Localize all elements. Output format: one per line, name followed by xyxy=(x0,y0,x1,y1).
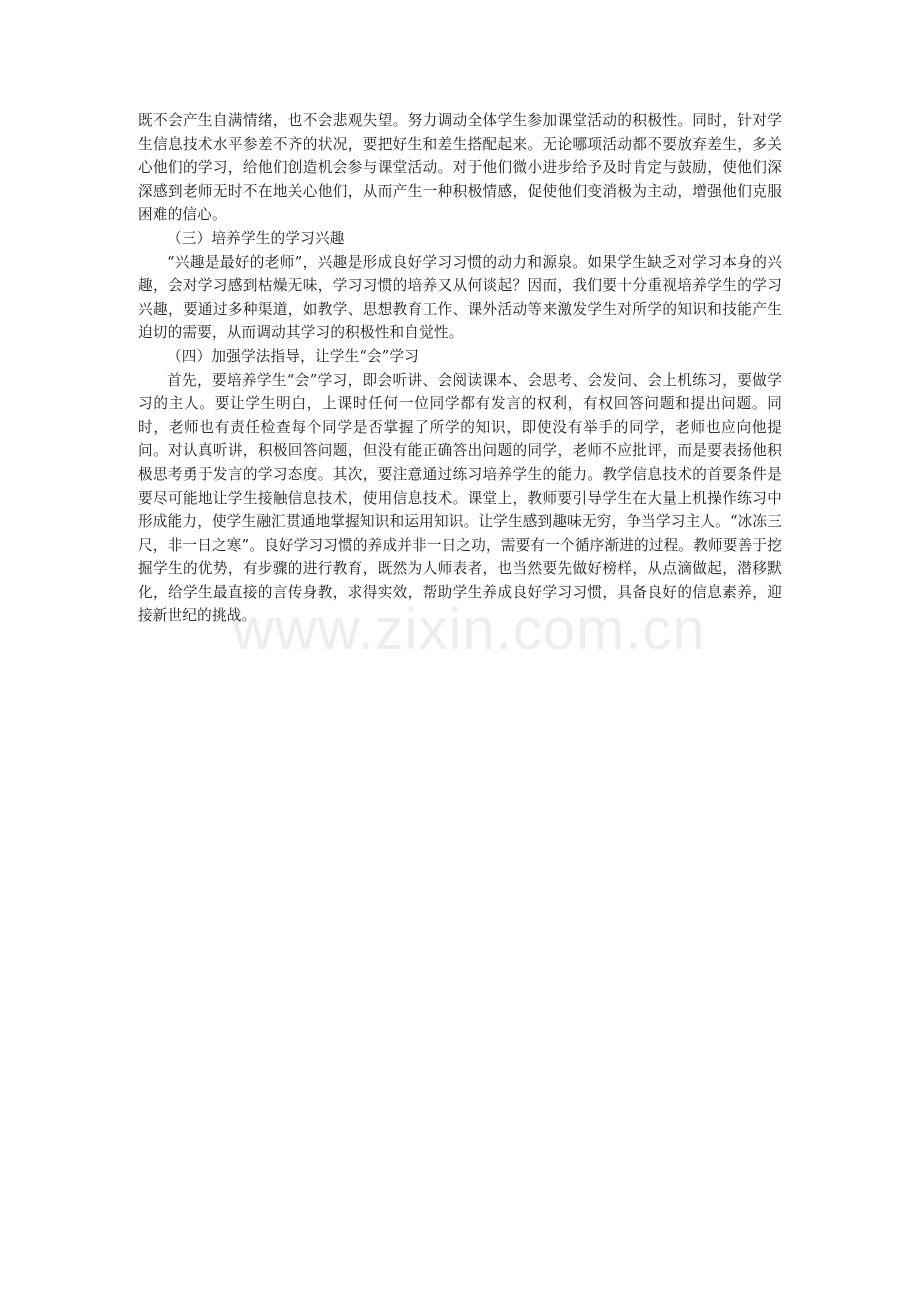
section-heading-3: （三）培养学生的学习兴趣 xyxy=(167,229,345,247)
section-heading-4: （四）加强学法指导，让学生“会”学习 xyxy=(167,347,420,365)
watermark: www.zixin.com.cn xyxy=(232,597,706,662)
paragraph-continued: 既不会产生自满情绪，也不会悲观失望。努力调动全体学生参加课堂活动的积极性。同时，针对学生信息技术水平参差不齐的状况，要把好生和差生搭配起来。无论哪项活动都不要放弃差生，多关心他们的学习，给他们创造机会参与课堂活动。对于他们微小进步给予及时肯定与鼓励，使他们深深感到老师无时不在地关心他们，从而产生一种积极情感，促使他们变消极为主动，增强他们克服困难的信心。 xyxy=(138,112,782,224)
document-body xyxy=(138,109,782,628)
paragraph-study-method: 首先，要培养学生“会”学习，即会听讲、会阅读课本、会思考、会发问、会上机练习，要做学习的主人。要让学生明白，上课时任何一位同学都有发言的权利，有权回答问题和提出问题。同时，老师也有责任检查每个同学是否掌握了所学的知识，即使没有举手的同学，老师也应向他提问。对认真听讲，积极回答问题，但没有能正确答出问题的同学，老师不应批评，而是要表扬他积极思考勇于发言的学习态度。其次，要注意通过练习培养学生的能力。教学信息技术的首要条件是要尽可能地让学生接触信息技术，使用信息技术。课堂上，教师要引导学生在大量上机操作练习中形成能力，使学生融汇贯通地掌握知识和运用知识。让学生感到趣味无穷，争当学习主人。“冰冻三尺，非一日之寒”。良好学习习惯的养成并非一日之功，需要有一个循序渐进的过程。教师要善于挖掘学生的优势，有步骤的进行教育，既然为人师表者，也当然要先做好榜样，从点滴做起，潜移默化，给学生最直接的言传身教，求得实效，帮助学生养成良好学习习惯，具备良好的信息素养，迎接新世纪的挑战。 xyxy=(138,371,782,625)
paragraph-interest: “兴趣是最好的老师”，兴趣是形成良好学习习惯的动力和源泉。如果学生缺乏对学习本身的兴趣，会对学习感到枯燥无味，学习习惯的培养又从何谈起？因而，我们要十分重视培养学生的学习兴趣，要通过多种渠道，如教学、思想教育工作、课外活动等来激发学生对所学的知识和技能产生迫切的需要，从而调动其学习的积极性和自觉性。 xyxy=(138,253,782,342)
